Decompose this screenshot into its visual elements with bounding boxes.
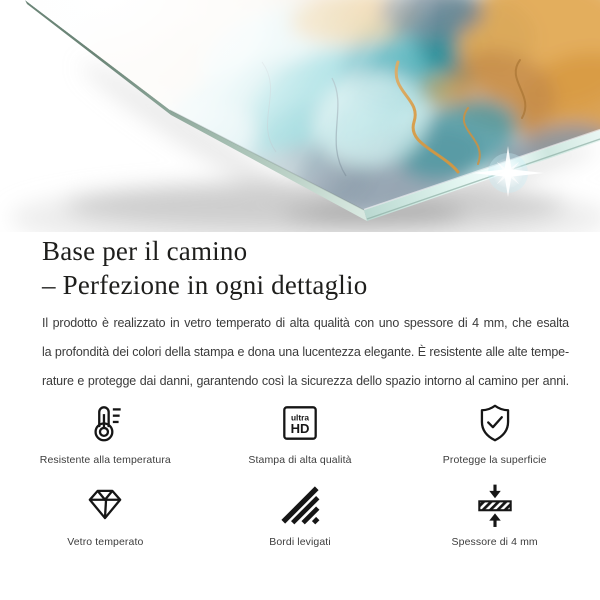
feature-temperature	[8, 400, 203, 466]
thickness-4mm-icon	[472, 482, 518, 528]
description-line: rature e protegge dai danni, garantendo così la sicurezza dello spazio intorno al camino per anni.	[42, 374, 569, 388]
feature-print-quality	[203, 400, 398, 466]
glass-panel-photo	[0, 0, 600, 232]
feature-label: Spessore di 4 mm	[451, 536, 538, 548]
feature-tempered-glass	[8, 482, 203, 548]
product-image	[0, 0, 600, 232]
feature-surface-protection	[397, 400, 592, 466]
thermometer-icon	[82, 400, 128, 446]
shield-check-icon	[472, 400, 518, 446]
title-line-2: – Perfezione in ogni dettaglio	[42, 270, 368, 300]
title-line-1: Base per il camino	[42, 236, 248, 266]
description-line: la profondità dei colori della stampa e dona una lucentezza elegante. È resistente alle alte tempe-	[42, 345, 569, 359]
svg-text:ultra: ultra	[290, 412, 310, 423]
svg-text:HD: HD	[290, 420, 310, 436]
product-description	[42, 309, 569, 396]
feature-label: Vetro temperato	[67, 536, 144, 548]
feature-label: Stampa di alta qualità	[248, 454, 352, 466]
ultra-hd-icon	[277, 400, 323, 446]
feature-label: Resistente alla temperatura	[39, 454, 171, 466]
diamond-icon	[82, 482, 128, 528]
page-title	[42, 234, 562, 302]
polished-edges-icon	[277, 482, 323, 528]
feature-thickness	[397, 482, 592, 548]
feature-label: Bordi levigati	[269, 536, 331, 548]
feature-polished-edges	[203, 482, 398, 548]
feature-label: Protegge la superficie	[442, 454, 547, 466]
description-line: Il prodotto è realizzato in vetro temperato di alta qualità con uno spessore di 4 mm, che esalta	[42, 316, 569, 330]
features-grid	[8, 400, 592, 548]
